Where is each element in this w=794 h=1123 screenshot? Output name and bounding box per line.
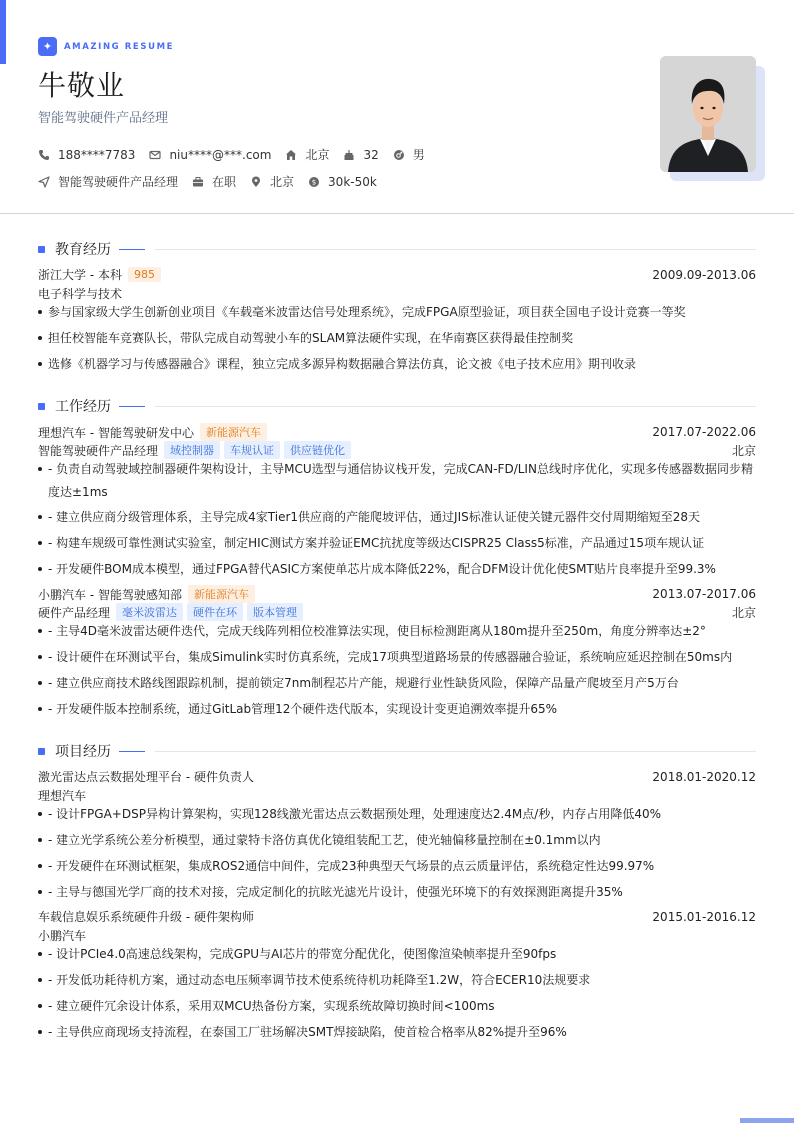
mail-icon	[149, 149, 161, 161]
send-icon	[38, 176, 50, 188]
section-divider-accent	[119, 751, 145, 752]
status-text: 在职	[212, 175, 237, 189]
project-bullet: - 主导供应商现场支持流程，在泰国工厂驻场解决SMT焊接缺陷，使首检合格率从82%提升至96%	[38, 1021, 756, 1044]
skill-tag: 车规认证	[224, 441, 280, 459]
location-icon	[250, 176, 262, 188]
education-bullet: 选修《机器学习与传感器融合》课程，独立完成多源异构数据融合算法仿真，论文被《电子技术应用》期刊收录	[38, 353, 756, 376]
cake-icon	[343, 149, 355, 161]
industry-tag: 新能源汽车	[200, 423, 267, 441]
work-bullet: - 主导4D毫米波雷达硬件迭代，完成天线阵列相位校准算法实现，使目标检测距离从180m提升至250m，角度分辨率达±2°	[38, 620, 756, 643]
age-text: 32	[363, 147, 379, 162]
education-bullet: 担任校智能车竞赛队长，带队完成自动驾驶小车的SLAM算法硬件实现，在华南赛区获得最佳控制奖	[38, 327, 756, 350]
brand-text: AMAZING RESUME	[64, 41, 175, 52]
role-title: 智能驾驶硬件产品经理	[38, 443, 159, 458]
salary-text: 30k-50k	[328, 174, 377, 189]
skill-tag: 毫米波雷达	[116, 603, 183, 621]
phone-icon	[38, 149, 50, 161]
project-entry-header	[38, 908, 756, 925]
hometown-info	[285, 146, 329, 163]
section-marker	[38, 748, 45, 755]
money-icon	[308, 176, 320, 188]
gender-icon	[393, 149, 405, 161]
project-bullet: - 建立硬件冗余设计体系，采用双MCU热备份方案，实现系统故障切换时间<100ms	[38, 995, 756, 1018]
target-position-text: 智能驾驶硬件产品经理	[58, 175, 179, 189]
work-bullet: - 开发硬件BOM成本模型，通过FPGA替代ASIC方案使单芯片成本降低22%，配合DFM设计优化使SMT贴片良率提升至99.3%	[38, 558, 756, 581]
project-name: 激光雷达点云数据处理平台 - 硬件负责人	[38, 770, 254, 784]
project-org-row	[38, 927, 756, 944]
section-heading: 教育经历	[55, 242, 111, 258]
school-name: 浙江大学 - 本科	[38, 268, 122, 282]
project-bullet: - 主导与德国光学厂商的技术对接，完成定制化的抗眩光滤光片设计，使强光环境下的有效探测距离提升35%	[38, 881, 756, 904]
project-date: 2018.01-2020.12	[652, 769, 756, 784]
project-org: 小鹏汽车	[38, 929, 87, 943]
project-org-row	[38, 787, 756, 804]
skill-tag: 供应链优化	[284, 441, 351, 459]
section-marker	[38, 403, 45, 410]
work-bullet: - 构建车规级可靠性测试实验室，制定HIC测试方案并验证EMC抗扰度等级达CISPR25 Class5标准，产品通过15项车规认证	[38, 532, 756, 555]
contact-row	[38, 146, 439, 163]
profile-photo	[660, 56, 756, 172]
job-intent-row	[38, 173, 391, 190]
work-role-row	[38, 603, 756, 621]
email-info	[149, 148, 271, 162]
phone-info	[38, 148, 135, 162]
major: 电子科学与技术	[38, 287, 123, 301]
section-projects	[38, 741, 756, 761]
work-role-row	[38, 441, 756, 459]
section-heading: 项目经历	[55, 744, 111, 760]
home-icon	[285, 149, 297, 161]
project-entry-header	[38, 768, 756, 785]
work-date: 2017.07-2022.06	[652, 425, 756, 439]
skill-tag: 版本管理	[247, 603, 303, 621]
education-major-row	[38, 285, 756, 302]
skill-tag: 域控制器	[164, 441, 220, 459]
briefcase-icon	[192, 176, 204, 188]
education-entry-header	[38, 266, 756, 283]
salary-info	[308, 175, 377, 189]
role-title: 硬件产品经理	[38, 605, 111, 620]
work-bullet: - 设计硬件在环测试平台，集成Simulink实时仿真系统，完成17项典型道路场景的传感器融合验证，系统响应延迟控制在50ms内	[38, 646, 756, 669]
resume-header	[0, 0, 794, 214]
age-info	[343, 148, 378, 162]
education-date: 2009.09-2013.06	[652, 267, 756, 282]
work-city: 北京	[731, 605, 756, 620]
school-tag: 985	[128, 267, 161, 282]
project-name: 车载信息娱乐系统硬件升级 - 硬件架构师	[38, 910, 254, 924]
section-divider-accent	[119, 249, 145, 250]
company-name: 理想汽车 - 智能驾驶研发中心	[38, 425, 194, 440]
work-bullet: - 开发硬件版本控制系统，通过GitLab管理12个硬件迭代版本，实现设计变更追溯效率提升65%	[38, 698, 756, 721]
company-name: 小鹏汽车 - 智能驾驶感知部	[38, 587, 182, 602]
hometown-text: 北京	[305, 148, 330, 162]
education-bullet: 参与国家级大学生创新创业项目《车载毫米波雷达信号处理系统》，完成FPGA原型验证，项目获全国电子设计竞赛一等奖	[38, 301, 756, 324]
work-city: 北京	[731, 443, 756, 458]
svg-text:$: $	[311, 178, 317, 187]
target-position-info	[38, 173, 178, 190]
work-entry-header	[38, 585, 756, 603]
section-work	[38, 396, 756, 416]
work-bullet: - 建立供应商技术路线图跟踪机制，提前锁定7nm制程芯片产能，规避行业性缺货风险，保障产品量产爬坡至月产5万台	[38, 672, 756, 695]
sparkle-icon: ✦	[38, 37, 57, 56]
project-bullet: - 设计PCIe4.0高速总线架构，完成GPU与AI芯片的带宽分配优化，使图像渲染帧率提升至90fps	[38, 943, 756, 966]
skill-tag: 硬件在环	[187, 603, 243, 621]
brand	[38, 37, 174, 56]
gender-info	[393, 146, 425, 163]
project-bullet: - 设计FPGA+DSP异构计算架构，实现128线激光雷达点云数据预处理，处理速度达2.4M点/秒，内存占用降低40%	[38, 803, 756, 826]
section-divider	[155, 406, 756, 407]
work-entry-header	[38, 423, 756, 441]
section-marker	[38, 246, 45, 253]
section-divider	[155, 751, 756, 752]
work-date: 2013.07-2017.06	[652, 587, 756, 601]
project-bullet: - 开发低功耗待机方案，通过动态电压频率调节技术使系统待机功耗降至1.2W，符合ECER10法规要求	[38, 969, 756, 992]
bottom-accent-bar	[740, 1118, 794, 1123]
project-date: 2015.01-2016.12	[652, 909, 756, 924]
project-bullet: - 开发硬件在环测试框架，集成ROS2通信中间件，完成23种典型天气场景的点云质量评估，系统稳定性达99.97%	[38, 855, 756, 878]
section-divider	[155, 249, 756, 250]
phone-text: 188****7783	[58, 147, 136, 162]
section-education	[38, 239, 756, 259]
section-heading: 工作经历	[55, 399, 111, 415]
status-info	[192, 173, 236, 190]
candidate-title: 智能驾驶硬件产品经理	[38, 111, 169, 126]
project-bullet: - 建立光学系统公差分析模型，通过蒙特卡洛仿真优化镜组装配工艺，使光轴偏移量控制在±0.1mm以内	[38, 829, 756, 852]
section-divider-accent	[119, 406, 145, 407]
email-text: niu****@***.com	[169, 147, 272, 162]
project-org: 理想汽车	[38, 789, 87, 803]
work-bullet: - 负责自动驾驶域控制器硬件架构设计，主导MCU选型与通信协议栈开发，完成CAN-FD/LIN总线时序优化，实现多传感器数据同步精度达±1ms	[38, 458, 756, 504]
work-bullet: - 建立供应商分级管理体系，主导完成4家Tier1供应商的产能爬坡评估，通过JIS标准认证使关键元器件交付周期缩短至28天	[38, 506, 756, 529]
gender-text: 男	[412, 148, 425, 162]
industry-tag: 新能源汽车	[188, 585, 255, 603]
candidate-name: 牛敬业	[38, 69, 126, 102]
city-info	[250, 173, 294, 190]
city-text: 北京	[270, 175, 295, 189]
